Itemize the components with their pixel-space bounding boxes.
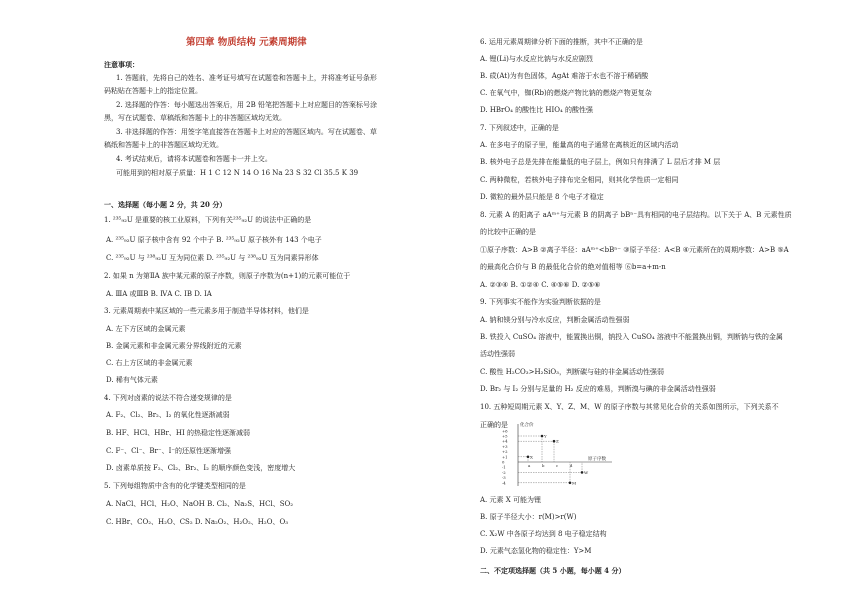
- point-label: W: [584, 469, 589, 475]
- right-question-line: 8. 元素 A 的阳离子 aAᵐ⁺与元素 B 的阴离子 bBⁿ⁻具有相同的电子层结构。以下关于 A、B 元素性质: [480, 211, 792, 219]
- note-3a: 3. 非选择题的作答：用签字笔直接答在答题卡上对应的答题区域内。写在试题卷、草: [116, 128, 377, 136]
- right-question-line: D. HBrO₄ 的酸性比 HIO₄ 的酸性强: [480, 106, 594, 114]
- point-w: [581, 471, 584, 474]
- point-m: [569, 482, 572, 485]
- right-question-line: C. 酸性 H₂CO₃>H₂SiO₃，判断碳与硅的非金属活动性强弱: [480, 368, 664, 376]
- right-question-line: A. 在多电子的原子里，能量高的电子通常在离核近的区域内活动: [480, 141, 679, 149]
- point-label: M: [572, 480, 577, 486]
- note-2a: 2. 选择题的作答：每小题选出答案后，用 2B 铅笔把答题卡上对应题目的答案标号涂: [116, 101, 377, 109]
- y-tick-label: -3: [502, 475, 506, 481]
- right-question-line: D. Br₂ 与 I₂ 分别与足量的 H₂ 反应的难易，判断溴与碘的非金属活动性强弱: [480, 385, 716, 393]
- left-question-line: 1. ²³⁵₉₂U 是重要的核工业原料，下列有关²³⁵₉₂U 的说法中正确的是: [104, 216, 312, 224]
- left-question-line: B. HF、HCl、HBr、HI 的热稳定性逐渐减弱: [106, 429, 250, 437]
- right-question-line: 的最高化合价与 B 的最低化合价的绝对值相等 ⑥b=a+m-n: [480, 263, 666, 271]
- point-label: X: [530, 454, 533, 460]
- x-tick-label: b: [542, 463, 545, 468]
- left-question-line: A. NaCl、HCl、H₂O、NaOH B. Cl₂、Na₂S、HCl、SO₂: [106, 500, 294, 508]
- left-question-line: 3. 元素周期表中某区域的一些元素多用于制造半导体材料，他们是: [104, 307, 309, 315]
- right-question-line: 7. 下列叙述中，正确的是: [480, 124, 559, 132]
- right-question-line: A. ②③④ B. ①②④ C. ④⑤⑥ D. ②⑤⑥: [480, 281, 601, 289]
- right-question-line: 9. 下列事实不能作为实验判断依据的是: [480, 298, 601, 306]
- x-axis-label: 原子序数: [588, 457, 606, 462]
- atomic-masses: 可能用到的相对原子质量：H 1 C 12 N 14 O 16 Na 23 S 32 Cl 35.5 K 39: [116, 169, 359, 177]
- y-tick-label: -1: [502, 464, 506, 470]
- right-question-line: ①原子序数：A>B ②离子半径：aAᵐ⁺<bBⁿ⁻ ③原子半径：A<B ④元素所在的周期序数：A>B ⑤A: [480, 246, 789, 254]
- left-question-line: C. 右上方区域的非金属元素: [106, 359, 193, 367]
- valence-chart: [500, 420, 620, 492]
- right-question-line: C. 两种微粒，若核外电子排布完全相同，则其化学性质一定相同: [480, 176, 679, 184]
- y-tick-label: -4: [502, 480, 506, 486]
- y-tick-label: +6: [502, 428, 508, 434]
- point-label: Z: [556, 438, 559, 444]
- left-question-line: A. 左下方区域的金属元素: [106, 325, 186, 333]
- right-question-line: D. 元素气态氢化物的稳定性：Y>M: [480, 547, 592, 555]
- left-question-line: A. ²³⁵₉₂U 原子核中含有 92 个中子 B. ²³⁵₉₂U 原子核外有 143 个电子: [106, 236, 322, 244]
- right-question-line: B. 砹(At)为有色固体，AgAt 难溶于水也不溶于稀硝酸: [480, 72, 649, 80]
- y-tick-label: +2: [502, 449, 508, 455]
- right-question-line: 正确的是: [480, 421, 508, 429]
- left-question-line: D. 卤素单质按 F₂、Cl₂、Br₂、I₂ 的顺序颜色变浅，密度增大: [106, 464, 296, 472]
- right-question-line: D. 微粒的最外层只能是 8 个电子才稳定: [480, 193, 604, 201]
- left-question-line: 4. 下列对卤素的说法不符合递变规律的是: [104, 394, 232, 402]
- left-question-line: C. ²³⁵₉₂U 与 ²³⁸₉₂U 互为同位素 D. ²³⁵₉₂U 与 ²³⁸₉₂U 互为同素异形体: [106, 254, 319, 262]
- note-1b: 码粘贴在答题卡上的指定位置。: [104, 87, 202, 95]
- right-question-line: B. 铁投入 CuSO₄ 溶液中，能置换出铜，钠投入 CuSO₄ 溶液中不能置换出铜，判断钠与铁的金属: [480, 333, 783, 341]
- x-tick-label: c: [556, 463, 559, 468]
- y-tick-label: +3: [502, 443, 508, 449]
- right-question-line: C. 在氧气中，铷(Rb)的燃烧产物比钠的燃烧产物更复杂: [480, 89, 652, 97]
- section-2-heading: 二、不定项选择题（共 5 小题，每小题 4 分）: [480, 566, 626, 575]
- notes-heading: 注意事项：: [104, 60, 139, 69]
- note-1a: 1. 答题前，先将自己的姓名、准考证号填写在试题卷和答题卡上，并将准考证号条形: [116, 74, 377, 82]
- x-tick-label: d: [570, 463, 573, 468]
- left-question-line: A. ⅢA 或ⅢB B. ⅣA C. ⅠB D. ⅠA: [106, 290, 212, 298]
- left-question-line: 5. 下列每组物质中含有的化学键类型相同的是: [104, 482, 246, 490]
- point-z: [553, 440, 556, 443]
- note-4: 4. 考试结束后，请将本试题卷和答题卡一并上交。: [116, 155, 272, 163]
- right-question-line: B. 核外电子总是先排在能量低的电子层上，例如只有排满了 L 层后才排 M 层: [480, 158, 721, 166]
- y-tick-label: +5: [502, 433, 508, 439]
- page-title: 第四章 物质结构 元素周期律: [186, 37, 307, 48]
- point-x: [527, 456, 530, 459]
- right-question-line: A. 元素 X 可能为锂: [480, 496, 541, 504]
- right-question-line: A. 锂(Li)与水反应比钠与水反应剧烈: [480, 55, 593, 63]
- right-question-line: 的比较中正确的是: [480, 228, 536, 236]
- left-question-line: C. F⁻、Cl⁻、Br⁻、I⁻的还原性逐渐增强: [106, 447, 232, 455]
- y-tick-label: 0: [502, 459, 505, 465]
- y-tick-label: -2: [502, 469, 506, 475]
- right-question-line: C. X₂W 中各原子均达到 8 电子稳定结构: [480, 530, 607, 538]
- left-question-line: D. 稀有气体元素: [106, 376, 158, 384]
- point-y: [541, 435, 544, 438]
- left-question-line: A. F₂、Cl₂、Br₂、I₂ 的氧化性逐渐减弱: [106, 411, 230, 419]
- right-question-line: A. 钠和镁分别与冷水反应，判断金属活动性强弱: [480, 316, 630, 324]
- note-2b: 黑，写在试题卷、草稿纸和答题卡上的非答题区域均无效。: [104, 114, 286, 122]
- left-question-line: 2. 如果 n 为第ⅡA 族中某元素的原子序数，则原子序数为(n+1)的元素可能位于: [104, 272, 351, 280]
- right-question-line: 活动性强弱: [480, 350, 515, 358]
- y-tick-label: +4: [502, 438, 508, 444]
- x-tick-label: a: [528, 463, 531, 468]
- left-question-line: B. 金属元素和非金属元素分界线附近的元素: [106, 342, 242, 350]
- right-question-line: 6. 运用元素周期律分析下面的推断，其中不正确的是: [480, 38, 643, 46]
- y-axis-label: 化合价: [520, 423, 534, 428]
- note-3b: 稿纸和答题卡上的非答题区域均无效。: [104, 141, 223, 149]
- point-label: Y: [544, 433, 547, 439]
- section-1-heading: 一、选择题（每小题 2 分，共 20 分）: [104, 200, 227, 209]
- y-tick-label: +1: [502, 454, 508, 460]
- left-question-line: C. HBr、CO₂、H₂O、CS₂ D. Na₂O₂、H₂O₂、H₂O、O₃: [106, 518, 288, 526]
- right-question-line: B. 原子半径大小：r(M)>r(W): [480, 513, 577, 521]
- right-question-line: 10. 五种短周期元素 X、Y、Z、M、W 的原子序数与其常见化合价的关系如图所示，下列关系不: [480, 403, 779, 411]
